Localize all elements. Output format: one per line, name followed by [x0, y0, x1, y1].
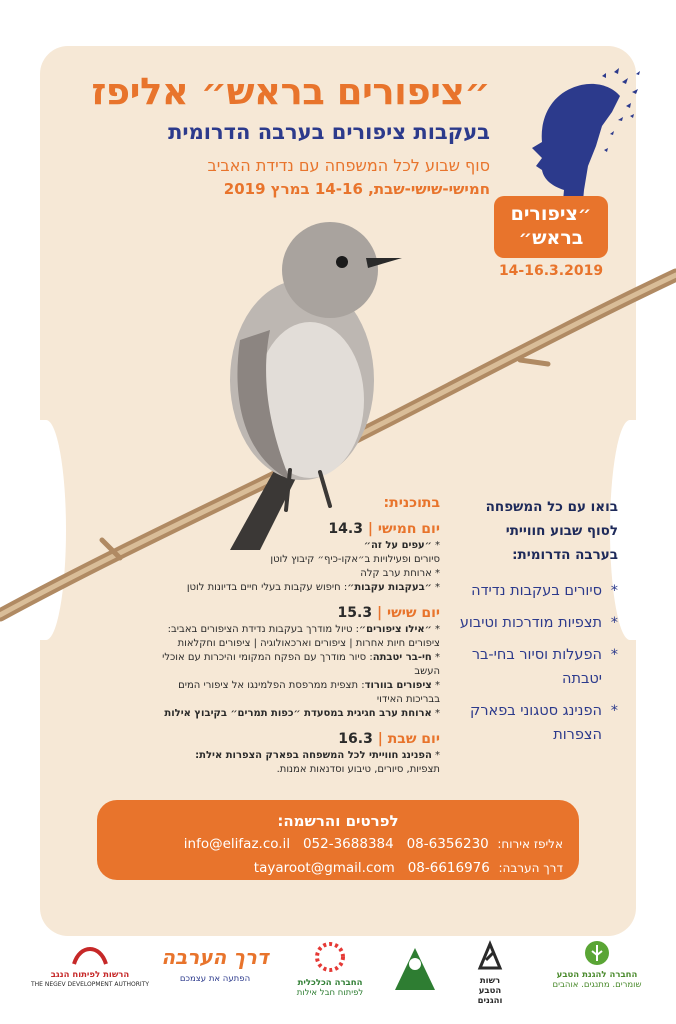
program-title: בתוכנית:	[383, 495, 440, 511]
economic-name-2: לפיתוח חבל אילות	[296, 988, 364, 998]
program-item-detail: סיור מודרך עם הפקח המקומי והיכרות עם אוכלי העשב	[162, 652, 440, 677]
day-date: 16.3	[338, 731, 373, 747]
economic-name: החברה הכלכלית	[297, 978, 363, 988]
program-item: * ״אילו ציפורים״: טיול מודרך בעקבות נדידת הציפורים באביב:	[167, 624, 440, 635]
program-item-detail: חיפוש עקבות בעלי חיים בדיונות לוטן	[186, 582, 341, 593]
logo-line-2: בראש״	[518, 227, 584, 249]
negev-arc-icon	[70, 940, 110, 966]
inpa-line-2: הטבע	[478, 986, 502, 996]
day-name: יום חמישי	[377, 521, 440, 537]
event-tagline: סוף שבוע לכל המשפחה עם נדידת האביב	[207, 156, 490, 175]
arava-tagline: הפתעה את עצמכם	[179, 974, 251, 984]
highlight-item: * סיורים בעקבות נדידה	[450, 579, 618, 603]
phone-link[interactable]: 08-6356230	[406, 836, 489, 852]
spni-leaf-icon	[584, 940, 610, 966]
inpa-line-1: רשות	[479, 976, 501, 986]
program-item: * ציפורים בוורוד: תצפית ממרפסת הפלמינגו אל ציפורי המים	[178, 680, 440, 691]
highlights-column	[450, 495, 618, 755]
phone-link[interactable]: 08-6616976	[407, 860, 490, 876]
logo-date: 14-16.3.2019	[498, 263, 604, 279]
program-item: * ארוחת ערב קלה	[360, 568, 440, 579]
contact-box	[97, 800, 579, 880]
program-item-title: ״עפים על זה״	[363, 540, 432, 551]
program-item-title: ארוחת ערב קלה	[360, 568, 432, 579]
intro-line-3: בערבה הדרומית:	[512, 547, 618, 563]
day-heading-saturday: יום שבת | 16.3	[338, 731, 440, 747]
highlights-list	[450, 579, 618, 747]
contact-row-arava	[113, 856, 563, 880]
program-item-title: ציפורים בוורוד	[364, 680, 432, 691]
program-item-detail: טיול מודרך בעקבות נדידת הציפורים באביב:	[167, 624, 353, 635]
spni-name: החברה להגנת הטבע	[556, 970, 638, 980]
program-item-detail: בבריכות האידוי	[376, 694, 440, 705]
program-item-detail: תצפית ממרפסת הפלמינגו אל ציפורי המים	[178, 680, 359, 691]
negev-name-en: THE NEGEV DEVELOPMENT AUTHORITY	[30, 981, 150, 988]
day-name: יום שבת	[387, 731, 440, 747]
eagle-icon	[389, 940, 441, 996]
contact-label: דרך הערבה:	[498, 861, 563, 875]
highlight-item: * הפנינג סטגוני בפארק הצפרות	[450, 699, 618, 747]
negev-name: הרשות לפיתוח הנגב	[50, 970, 130, 980]
program-item: * ארוחת ערב חגיגית במסעדת ״כפות תמרים״ בקיבוץ אילות	[164, 708, 440, 719]
dotted-circle-icon	[313, 940, 347, 974]
day-name: יום שישי	[386, 605, 440, 621]
highlight-item: * תצפיות מודרכות וטיבוע	[450, 611, 618, 635]
program-section	[150, 495, 440, 777]
logo-line-1: ״ציפורים	[510, 203, 592, 225]
spni-logo	[532, 940, 662, 1000]
inpa-line-3: והגנים	[477, 996, 503, 1006]
program-item: * ״בעקבות עקבות״: חיפוש עקבות בעלי חיים בדיונות לוטן	[186, 582, 440, 593]
negev-authority-logo	[30, 940, 150, 1000]
phone-link[interactable]: 052-3688384	[302, 836, 394, 852]
spni-tagline: שומרים. מתנגים. אוהבים	[552, 980, 642, 990]
arava-way-logo	[160, 940, 270, 1000]
ibex-icon	[476, 940, 504, 972]
program-item: * ״עפים על זה״	[363, 540, 440, 551]
sponsor-logos	[0, 940, 676, 1010]
email-link[interactable]: tayaroot@gmail.com	[253, 860, 395, 876]
day-heading-friday: יום שישי | 15.3	[337, 605, 440, 621]
contact-title: לפרטים והרשמה:	[277, 812, 399, 830]
birding-center-logo	[385, 940, 445, 1000]
intro-line-2: לסוף שבוע חווייתי	[505, 523, 618, 539]
event-logo-badge	[494, 196, 608, 258]
nature-parks-authority-logo	[455, 940, 525, 1006]
event-subtitle: בעקבות ציפורים בערבה הדרומית	[168, 120, 490, 144]
contact-label: אליפז אירוח:	[497, 837, 563, 851]
bird-head-illustration	[492, 62, 642, 212]
contact-row-eliphaz	[113, 832, 563, 856]
program-item-title: חי-בר יטבתה	[372, 652, 432, 663]
day-heading-thursday: יום חמישי | 14.3	[328, 521, 440, 537]
arava-name: דרך הערבה	[161, 945, 269, 969]
program-item-detail: תצפיות, סיורים, טיבוע וסדנאות אמנות.	[276, 764, 440, 775]
day-date: 14.3	[328, 521, 363, 537]
program-item: * חי-בר יטבתה: סיור מודרך עם הפקח המקומי והיכרות עם אוכלי העשב	[162, 652, 440, 677]
economic-company-logo	[285, 940, 375, 1000]
event-dates: חמישי-שישי-שבת, 14-16 במרץ 2019	[223, 180, 490, 198]
day-date: 15.3	[337, 605, 373, 621]
event-title: ״ציפורים בראש״ אליפז	[91, 70, 490, 113]
intro-line-1: בואו עם כל המשפחה	[485, 499, 618, 515]
program-item-title: ״אילו ציפורים״	[359, 624, 432, 635]
email-link[interactable]: info@elifaz.co.il	[183, 836, 291, 852]
program-item: * הפנינג חווייתי לכל המשפחה בפארק הצפרות אילת:	[195, 750, 440, 761]
program-item-detail: ציפורים חיות אחרות | ציפורים וארכאולוגיה | ציפורים וחקלאות	[177, 638, 440, 649]
highlight-item: * הפעלות וסיור בחי-בר יטבתה	[450, 643, 618, 691]
program-item-title: הפנינג חווייתי לכל המשפחה בפארק הצפרות אילת:	[195, 750, 432, 761]
program-item-title: ארוחת ערב חגיגית במסעדת ״כפות תמרים״ בקיבוץ אילות	[164, 708, 432, 719]
program-item-detail: סיורים ופעילויות ב״אקו-כיף״ קיבוץ לוטן	[270, 554, 440, 565]
program-item-title: ״בעקבות עקבות״	[347, 582, 432, 593]
